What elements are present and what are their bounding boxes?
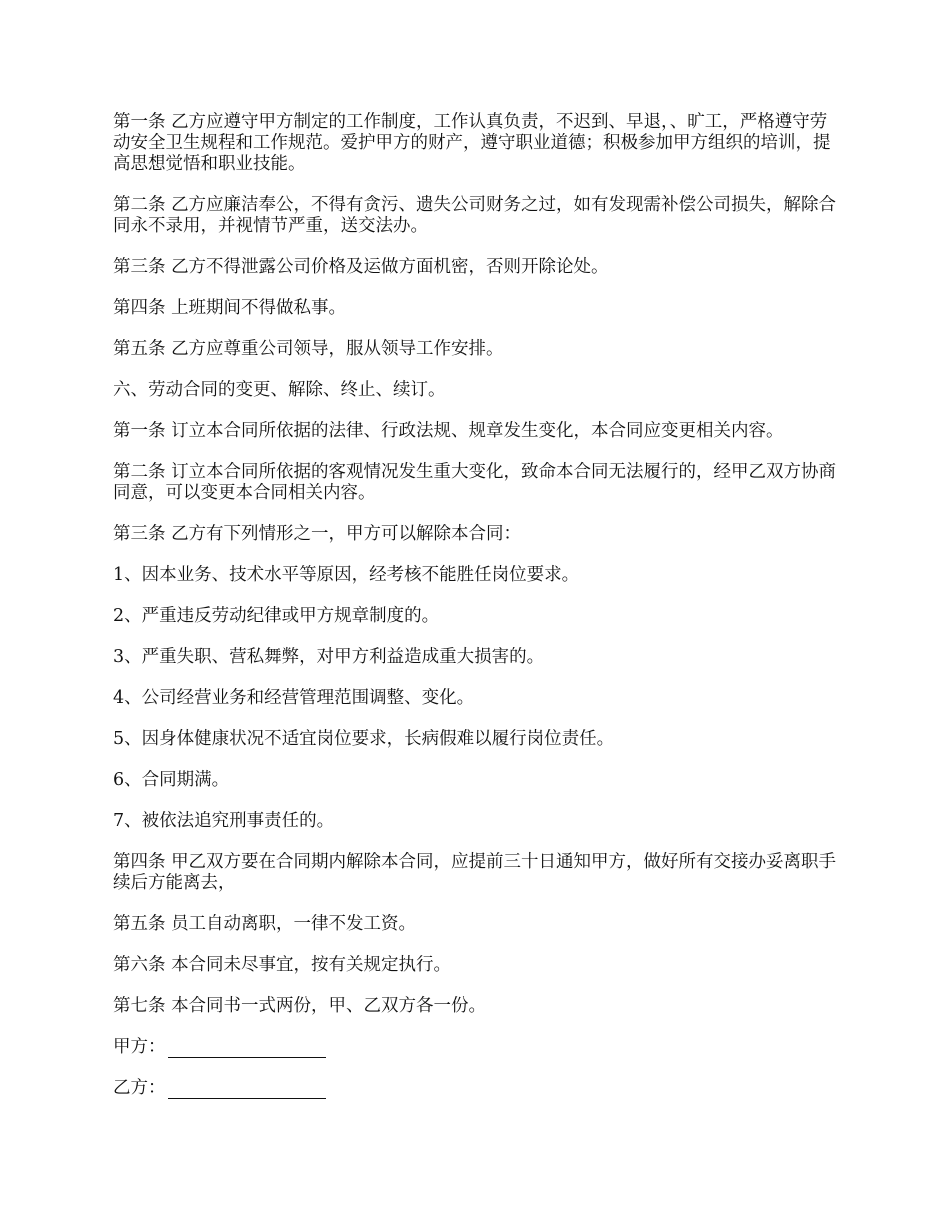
party-b-signature-blank bbox=[168, 1080, 326, 1099]
termination-item-4: 4、公司经营业务和经营管理范围调整、变化。 bbox=[113, 688, 475, 708]
termination-item-6: 6、合同期满。 bbox=[113, 770, 230, 790]
party-a-signature-line bbox=[113, 1037, 843, 1058]
termination-item-3: 3、严重失职、营私舞弊，对甲方利益造成重大损害的。 bbox=[113, 647, 545, 667]
party-b-signature-line bbox=[113, 1078, 843, 1099]
party-a-label: 甲方： bbox=[113, 1037, 166, 1057]
clause-5-respect-leadership: 第五条 乙方应尊重公司领导，服从领导工作安排。 bbox=[113, 339, 504, 359]
termination-item-7: 7、被依法追究刑事责任的。 bbox=[113, 811, 335, 831]
contract-document bbox=[113, 112, 843, 1119]
termination-item-2: 2、严重违反劳动纪律或甲方规章制度的。 bbox=[113, 606, 440, 626]
section-6-clause-5: 第五条 员工自动离职，一律不发工资。 bbox=[113, 914, 417, 934]
termination-item-5: 5、因身体健康状况不适宜岗位要求，长病假难以履行岗位责任。 bbox=[113, 729, 615, 749]
party-b-label: 乙方： bbox=[113, 1078, 166, 1098]
termination-item-1: 1、因本业务、技术水平等原因，经考核不能胜任岗位要求。 bbox=[113, 565, 580, 585]
section-6-clause-7: 第七条 本合同书一式两份，甲、乙双方各一份。 bbox=[113, 996, 487, 1016]
section-6-clause-3: 第三条 乙方有下列情形之一，甲方可以解除本合同： bbox=[113, 524, 522, 544]
section-6-clause-1: 第一条 订立本合同所依据的法律、行政法规、规章发生变化，本合同应变更相关内容。 bbox=[113, 421, 784, 441]
clause-4-no-private-affairs: 第四条 上班期间不得做私事。 bbox=[113, 298, 347, 318]
party-a-signature-blank bbox=[168, 1039, 326, 1058]
section-6-clause-2: 第二条 订立本合同所依据的客观情况发生重大变化，致命本合同无法履行的，经甲乙双方协商同意，可以变更本合同相关内容。 bbox=[113, 462, 837, 503]
section-6-clause-4: 第四条 甲乙双方要在合同期内解除本合同，应提前三十日通知甲方，做好所有交接办妥离职手续后方能离去， bbox=[113, 852, 837, 893]
section-6-heading: 六、劳动合同的变更、解除、终止、续订。 bbox=[113, 380, 446, 400]
clause-1-work-rules: 第一条 乙方应遵守甲方制定的工作制度，工作认真负责，不迟到、早退，、旷工，严格遵守劳动安全卫生规程和工作规范。爱护甲方的财产，遵守职业道德；积极参加甲方组织的培训，提高思想觉悟和职业技能。 bbox=[113, 112, 831, 174]
clause-3-confidentiality: 第三条 乙方不得泄露公司价格及运做方面机密，否则开除论处。 bbox=[113, 257, 609, 277]
clause-2-integrity: 第二条 乙方应廉洁奉公，不得有贪污、遗失公司财务之过，如有发现需补偿公司损失，解除合同永不录用，并视情节严重，送交法办。 bbox=[113, 195, 837, 236]
section-6-clause-6: 第六条 本合同未尽事宜，按有关规定执行。 bbox=[113, 955, 452, 975]
